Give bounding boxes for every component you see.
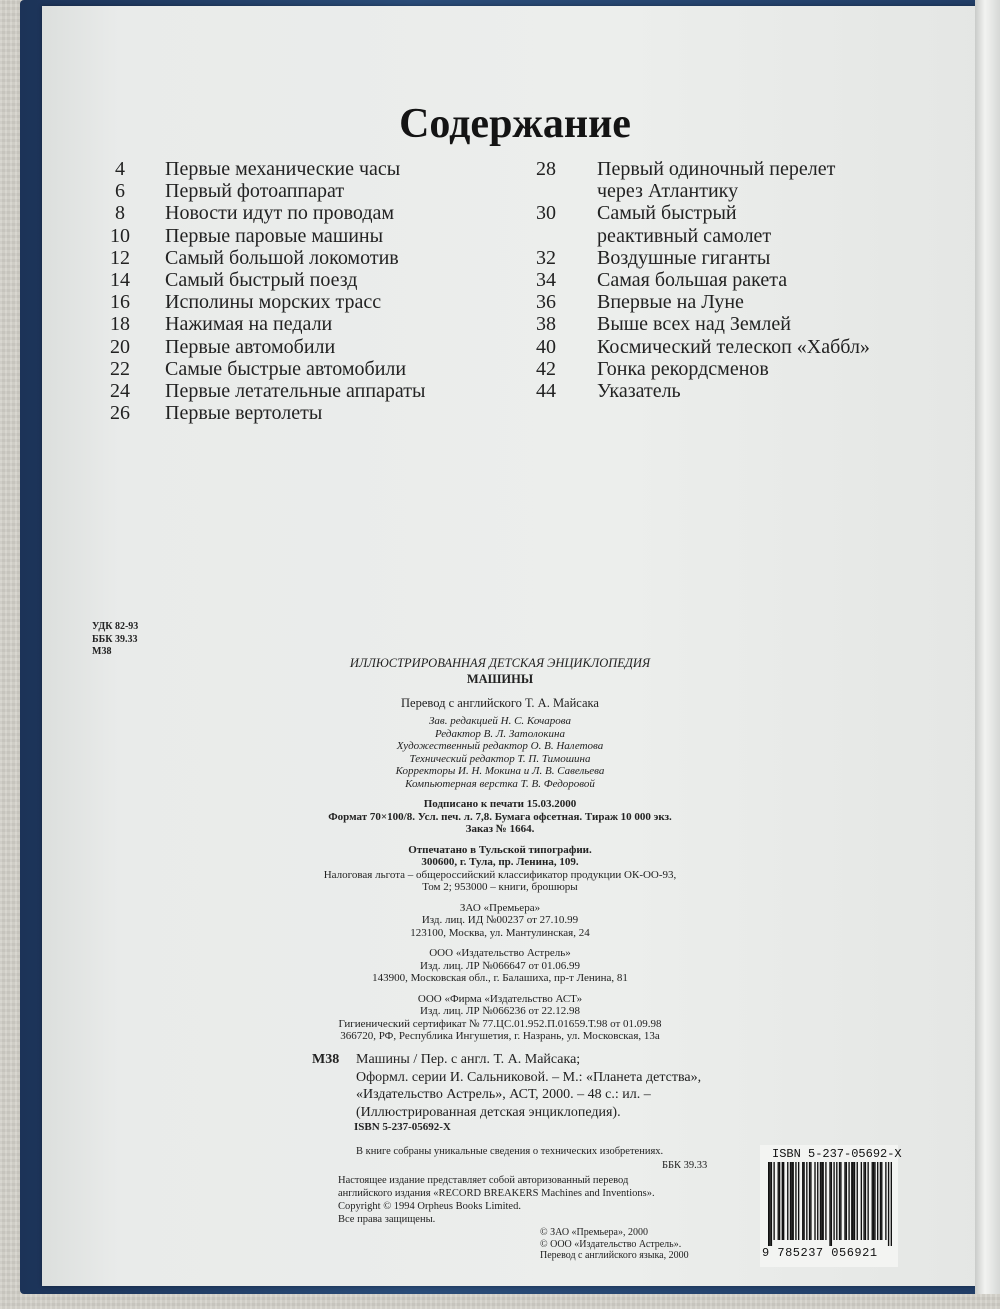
toc-label: Самая большая ракета: [597, 268, 788, 291]
imprint-line: Редактор В. Л. Затолокина: [434, 727, 565, 740]
annotation: В книге собраны уникальные сведения о технических изобретениях.: [356, 1146, 664, 1157]
toc-label: Нажимая на педали: [165, 313, 333, 336]
barcode-bar: [768, 1162, 769, 1246]
catalog-lines: [356, 1051, 776, 1121]
barcode-bar: [769, 1162, 770, 1246]
toc-entry: [520, 357, 769, 380]
imprint-line: Заказ № 1664.: [465, 823, 535, 835]
publisher-premiera: [220, 902, 780, 940]
barcode-bar: [778, 1162, 779, 1240]
toc-entry: [520, 224, 772, 247]
toc-label: Самый большой локомотив: [165, 246, 399, 269]
barcode-digits: 9 785237 056921: [762, 1246, 878, 1260]
imprint-line: Изд. лиц. ЛР №066647 от 01.06.99: [420, 959, 580, 972]
copyright-line: Перевод с английского языка, 2000: [540, 1250, 689, 1261]
barcode-bar: [791, 1162, 792, 1240]
imprint-line: ООО «Фирма «Издательство АСТ»: [417, 992, 583, 1005]
barcode-bar: [874, 1162, 875, 1240]
toc-entry: [520, 202, 737, 225]
barcode-bar: [820, 1162, 821, 1240]
barcode-bar: [836, 1162, 837, 1240]
barcode-bar: [773, 1162, 774, 1240]
imprint-line: Зав. редакцией Н. С. Кочарова: [428, 715, 571, 727]
barcode-bar: [851, 1162, 852, 1240]
barcode: [768, 1162, 892, 1246]
toc-entry: [90, 313, 333, 336]
toc-entry: [520, 379, 681, 402]
toc-left-column: [90, 158, 426, 425]
barcode-bar: [823, 1162, 824, 1240]
imprint-line: ЗАО «Премьера»: [459, 901, 541, 914]
toc-page-number: 34: [536, 268, 556, 291]
barcode-bar: [846, 1162, 847, 1240]
barcode-bar: [833, 1162, 834, 1240]
imprint-line: 300600, г. Тула, пр. Ленина, 109.: [421, 856, 579, 868]
book-title: МАШИНЫ: [466, 672, 534, 686]
toc-entry: [520, 246, 771, 269]
toc-label: реактивный самолет: [597, 224, 772, 247]
catalog-line: (Иллюстрированная детская энциклопедия).: [356, 1104, 621, 1120]
barcode-bar: [872, 1162, 873, 1240]
imprint-line: Том 2; 953000 – книги, брошюры: [422, 881, 578, 893]
barcode-bar: [809, 1162, 810, 1240]
copyright-block: [540, 1227, 689, 1262]
toc-entry: [520, 268, 788, 291]
bbk-line: ББК 39.33: [92, 633, 138, 645]
toc-label: Самый быстрый поезд: [165, 268, 358, 291]
barcode-bar: [802, 1162, 803, 1240]
barcode-bar: [861, 1162, 862, 1240]
toc-entry: [90, 246, 399, 269]
toc-entry: [90, 402, 323, 425]
imprint-line: ООО «Издательство Астрель»: [429, 947, 571, 959]
barcode-bar: [885, 1162, 886, 1240]
toc-page-number: 16: [110, 291, 130, 314]
imprint-line: Формат 70×100/8. Усл. печ. л. 7,8. Бумага офсетная. Тираж 10 000 экз.: [328, 810, 672, 823]
barcode-bar: [831, 1162, 832, 1246]
toc-entry: [90, 268, 358, 291]
imprint-line: Художественный редактор О. В. Налетова: [396, 740, 604, 752]
toc-entry: [90, 335, 336, 358]
tax-info: [220, 869, 780, 894]
toc-label: Первые вертолеты: [165, 402, 323, 425]
toc-page-number: 10: [110, 224, 130, 247]
toc-entry: [520, 180, 739, 203]
publisher-ast: [220, 993, 780, 1043]
toc-label: через Атлантику: [597, 180, 739, 203]
toc-page-number: 30: [536, 202, 556, 225]
toc-page-number: 42: [536, 357, 556, 380]
barcode-bar: [863, 1162, 864, 1240]
toc-page-number: 38: [536, 313, 556, 336]
toc-entry: [90, 202, 395, 225]
toc-entry: [90, 357, 407, 380]
toc-label: Первый фотоаппарат: [165, 180, 345, 203]
barcode-bar: [795, 1162, 796, 1240]
toc-entry: [520, 158, 836, 180]
toc-label: Воздушные гиганты: [597, 246, 771, 269]
barcode-bar: [810, 1162, 811, 1240]
barcode-bar: [779, 1162, 780, 1240]
imprint-line: Компьютерная верстка Т. В. Федоровой: [405, 777, 595, 790]
barcode-bar: [783, 1162, 784, 1240]
print-info: [220, 798, 780, 836]
toc-page-number: 22: [110, 357, 130, 380]
isbn-text: ISBN 5-237-05692-X: [354, 1121, 451, 1133]
catalog-line: Машины / Пер. с англ. Т. А. Майсака;: [356, 1052, 581, 1067]
toc-label: Указатель: [597, 379, 681, 402]
catalog-line: «Издательство Астрель», АСТ, 2000. – 48 с.: ил. –: [356, 1087, 651, 1102]
barcode-bar: [877, 1162, 878, 1240]
toc-entry: [90, 291, 382, 314]
toc-page-number: 44: [536, 379, 556, 402]
toc-page-number: 20: [110, 335, 130, 358]
barcode-bar: [793, 1162, 794, 1240]
series-title: ИЛЛЮСТРИРОВАННАЯ ДЕТСКАЯ ЭНЦИКЛОПЕДИЯ: [349, 656, 651, 670]
imprint-line: 123100, Москва, ул. Мантулинская, 24: [410, 926, 590, 939]
staff-list: [220, 715, 780, 790]
toc-right-column: [520, 158, 870, 402]
barcode-bar: [787, 1162, 788, 1240]
page-title: Содержание: [399, 101, 631, 147]
toc-entry: [90, 180, 345, 203]
barcode-bar: [814, 1162, 815, 1240]
barcode-bar: [825, 1162, 826, 1240]
imprint-line: Подписано к печати 15.03.2000: [423, 798, 577, 810]
toc-entry: [90, 379, 426, 402]
translation-credit: Перевод с английского Т. А. Майсака: [401, 696, 599, 710]
toc-label: Первые паровые машины: [165, 224, 384, 247]
barcode-bar: [821, 1162, 822, 1240]
barcode-bar: [873, 1162, 874, 1240]
toc-page-number: 32: [536, 246, 556, 269]
barcode-bar: [817, 1162, 818, 1240]
catalog-line: Оформл. серии И. Сальниковой. – М.: «Планета детства»,: [356, 1069, 702, 1085]
toc-page-number: 6: [115, 180, 125, 203]
barcode-bar: [848, 1162, 849, 1240]
imprint-line: Корректоры И. Н. Мокина и Л. В. Савельева: [395, 765, 605, 777]
toc-page-number: 4: [115, 158, 125, 180]
toc-label: Первые летательные аппараты: [165, 379, 426, 402]
barcode-bar: [798, 1162, 799, 1240]
barcode-bar: [844, 1162, 845, 1240]
toc-entry: [520, 313, 791, 336]
barcode-bar: [891, 1162, 892, 1246]
copyright-line: © ЗАО «Премьера», 2000: [540, 1227, 648, 1238]
barcode-bar: [888, 1162, 889, 1246]
barcode-bar: [854, 1162, 855, 1240]
toc-label: Самые быстрые автомобили: [165, 357, 407, 380]
note-line-2: английского издания «RECORD BREAKERS Machines and Inventions».: [338, 1188, 655, 1199]
toc-entry: [90, 158, 401, 180]
toc-page-number: 14: [110, 268, 130, 291]
barcode-bar: [839, 1162, 840, 1240]
page-edge: [975, 0, 1000, 1294]
author-mark: М38: [92, 646, 112, 657]
udk-block: [92, 621, 138, 659]
note-line-1: Настоящее издание представляет собой авторизованный перевод: [338, 1175, 629, 1186]
imprint-line: Гигиенический сертификат № 77.ЦС.01.952.П.01659.Т.98 от 01.09.98: [338, 1017, 662, 1030]
orig-copyright: Copyright © 1994 Orpheus Books Limited.: [338, 1201, 521, 1212]
toc-page-number: 18: [110, 313, 130, 336]
catalog-code: М38: [312, 1052, 340, 1067]
barcode-bar: [852, 1162, 853, 1240]
toc-label: Выше всех над Землей: [597, 313, 791, 336]
toc-label: Новости идут по проводам: [165, 202, 395, 225]
toc-page-number: 24: [110, 379, 130, 402]
toc-page-number: 40: [536, 335, 556, 358]
rights-reserved: Все права защищены.: [338, 1214, 436, 1225]
copyright-line: © ООО «Издательство Астрель».: [540, 1238, 682, 1250]
barcode-bar: [782, 1162, 783, 1240]
toc-entry: [90, 224, 384, 247]
toc-label: Исполины морских трасс: [165, 291, 382, 314]
barcode-bar: [880, 1162, 881, 1240]
imprint-block: [220, 655, 780, 1043]
publisher-astrel: [220, 947, 780, 985]
imprint-line: Отпечатано в Тульской типографии.: [408, 843, 592, 856]
imprint-line: Технический редактор Т. П. Тимошина: [409, 752, 591, 765]
barcode-bar: [857, 1162, 858, 1240]
imprint-line: Изд. лиц. ИД №00237 от 27.10.99: [421, 914, 579, 926]
imprint-line: 143900, Московская обл., г. Балашиха, пр-т Ленина, 81: [372, 972, 628, 984]
toc-label: Впервые на Луне: [597, 291, 744, 314]
toc-label: Самый быстрый: [597, 202, 737, 225]
barcode-bar: [865, 1162, 866, 1240]
imprint-line: Изд. лиц. ЛР №066236 от 22.12.98: [420, 1005, 580, 1017]
toc-page-number: 28: [536, 158, 556, 180]
toc-label: Первые автомобили: [165, 335, 336, 358]
imprint-line: 366720, РФ, Республика Ингушетия, г. Назрань, ул. Московская, 13а: [340, 1030, 660, 1042]
barcode-bar: [881, 1162, 882, 1240]
barcode-bar: [806, 1162, 807, 1240]
toc-label: Первые механические часы: [165, 158, 401, 180]
barcode-bar: [790, 1162, 791, 1240]
imprint-line: Налоговая льгота – общероссийский классификатор продукции ОК-ОО-93,: [323, 868, 677, 881]
udk-line: УДК 82-93: [92, 621, 139, 632]
barcode-isbn: ISBN 5-237-05692-X: [772, 1147, 902, 1161]
barcode-bar: [840, 1162, 841, 1240]
toc-label: Первый одиночный перелет: [597, 158, 836, 180]
barcode-bar: [803, 1162, 804, 1240]
bbk-right: ББК 39.33: [662, 1160, 708, 1171]
toc-page-number: 36: [536, 291, 556, 314]
toc-entry: [520, 335, 870, 358]
toc-entry: [520, 291, 744, 314]
toc-page-number: 26: [110, 402, 130, 425]
barcode-bar: [771, 1162, 772, 1246]
typography-info: [220, 844, 780, 869]
barcode-bar: [829, 1162, 830, 1246]
toc-page-number: 12: [110, 246, 130, 269]
toc-label: Космический телескоп «Хаббл»: [597, 335, 870, 358]
barcode-bar: [867, 1162, 868, 1240]
toc-page-number: 8: [115, 202, 125, 225]
toc-label: Гонка рекордсменов: [597, 357, 769, 380]
